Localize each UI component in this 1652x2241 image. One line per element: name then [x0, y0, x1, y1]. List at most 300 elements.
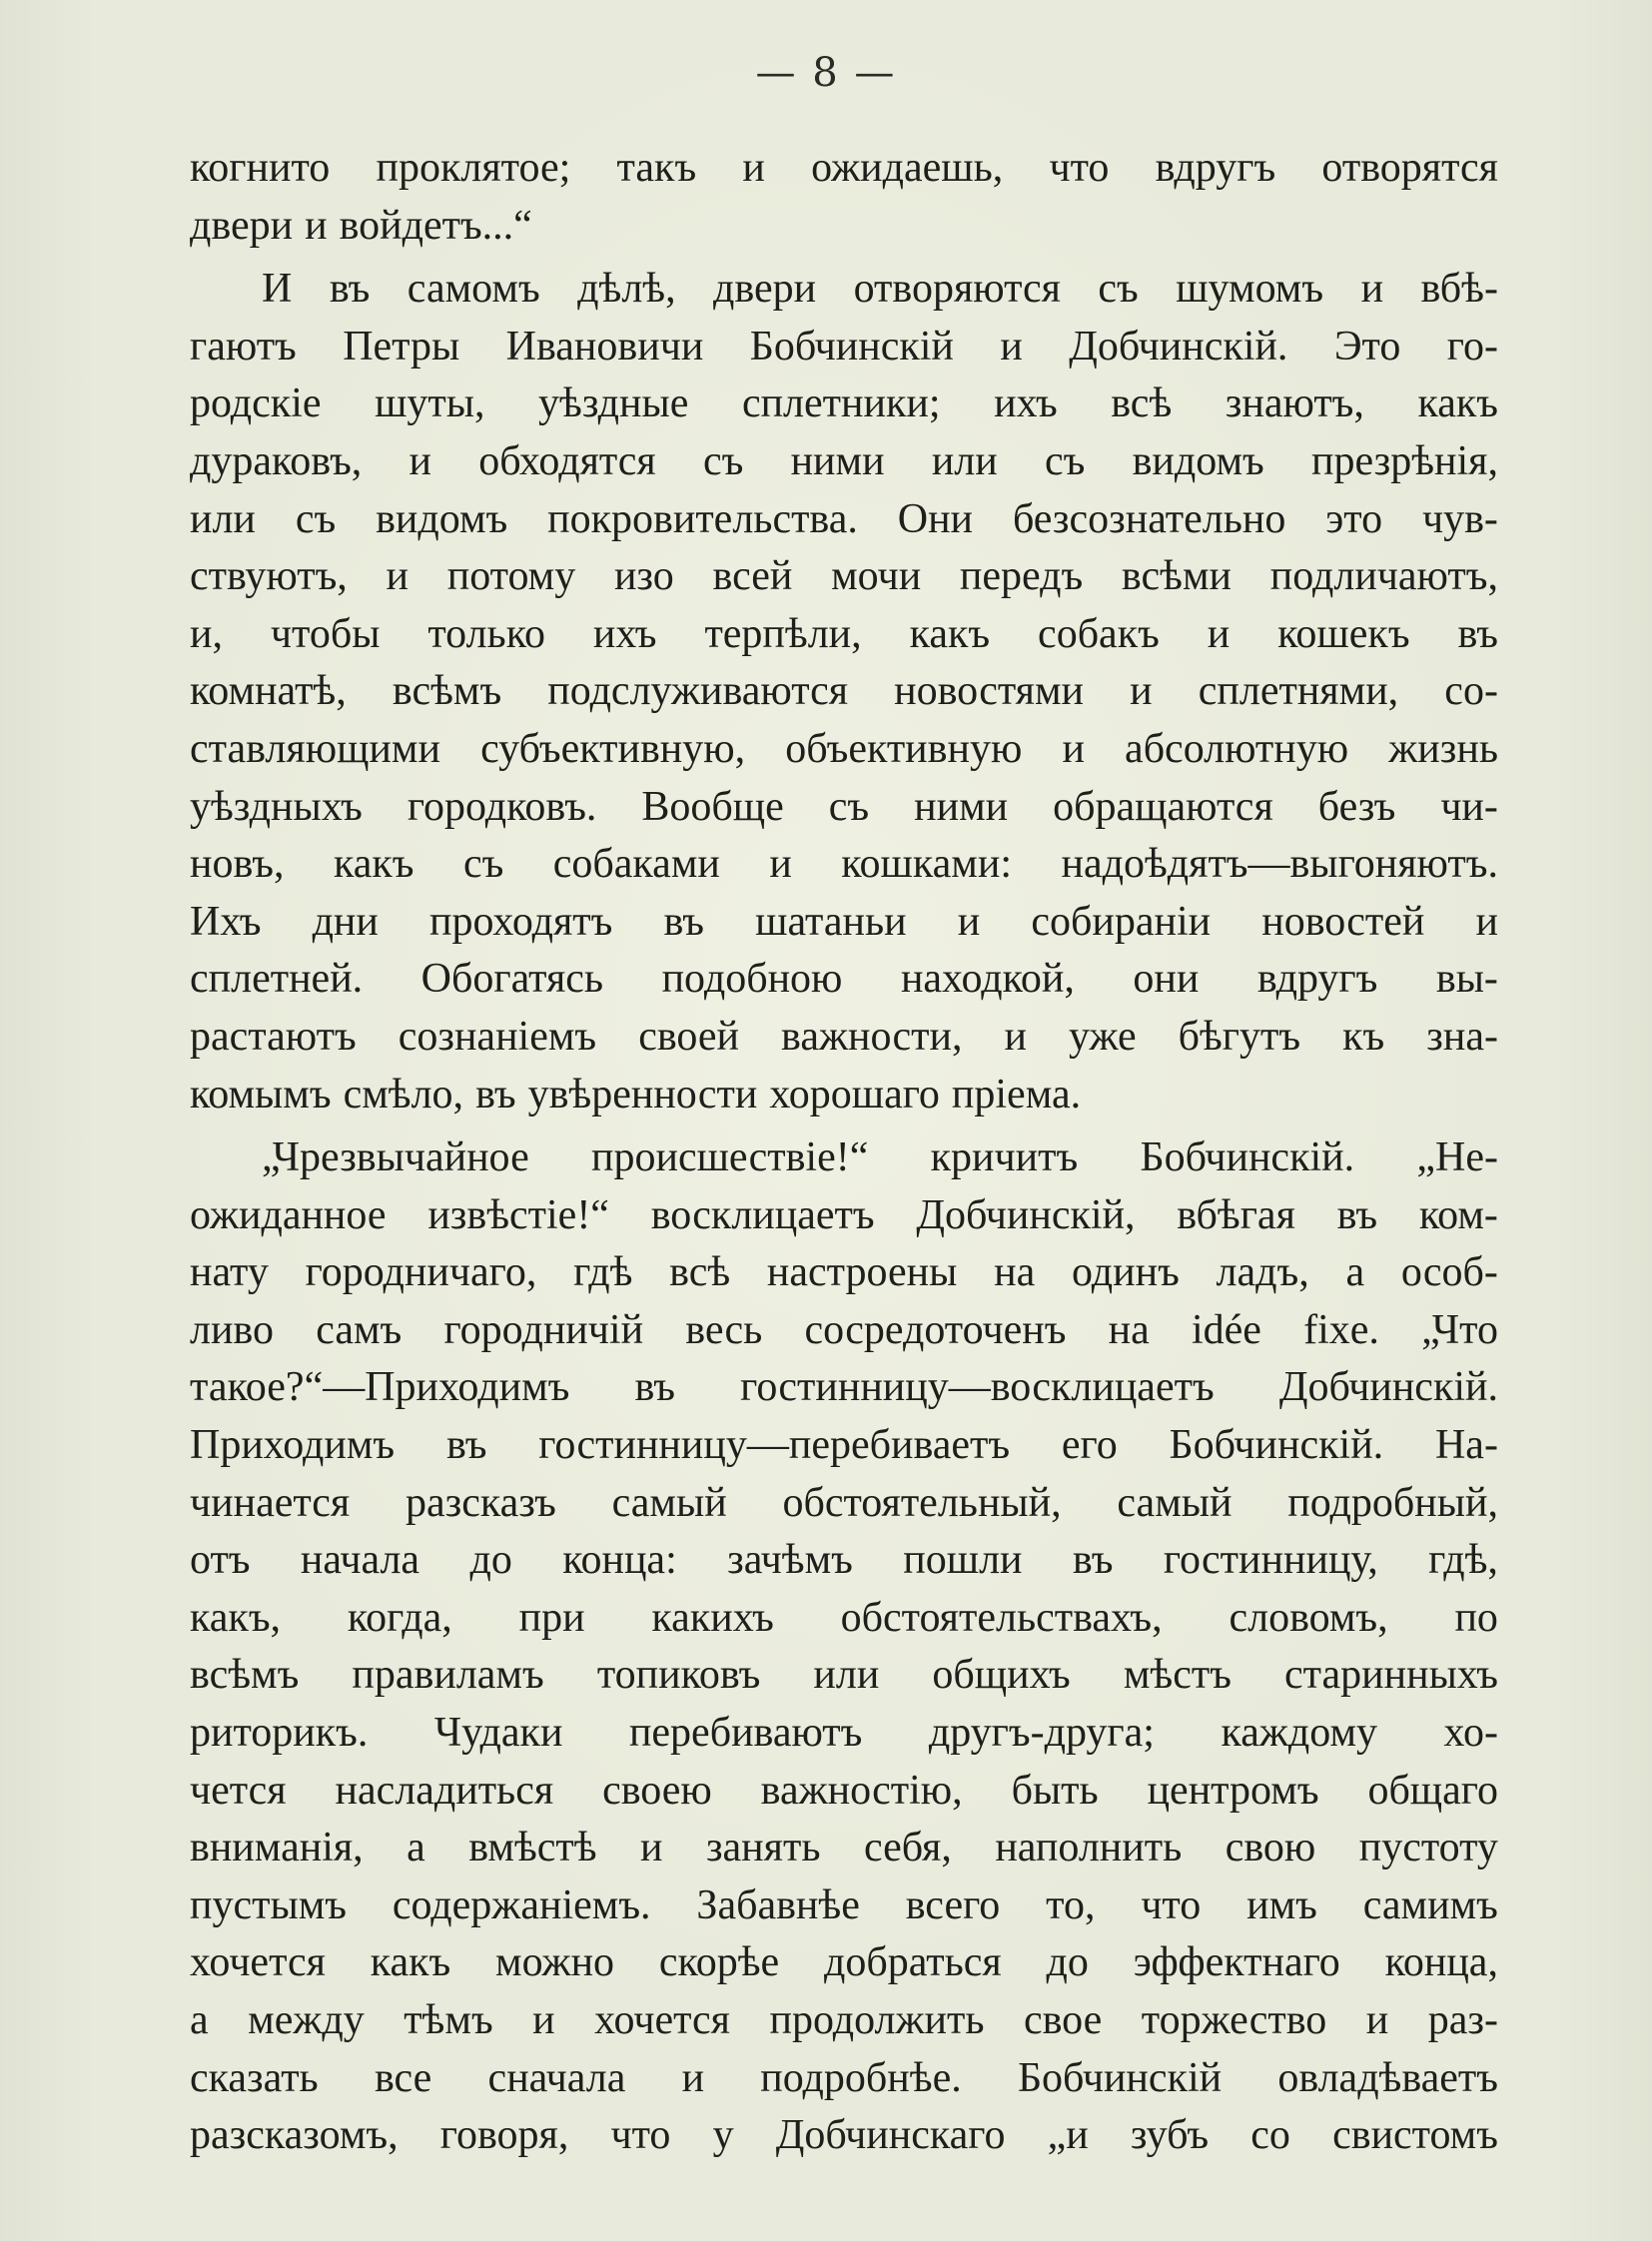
word: общаго — [1367, 1767, 1498, 1814]
word: перебиваютъ — [628, 1710, 863, 1757]
word: торжество — [1141, 1997, 1327, 2043]
word: въ — [1072, 1537, 1114, 1584]
word: самый — [1117, 1479, 1233, 1526]
word: уже — [1069, 1013, 1137, 1060]
word: когнито — [190, 145, 331, 191]
word: сначала — [487, 2054, 626, 2101]
word: чется — [190, 1767, 287, 1814]
word: какъ — [909, 610, 991, 657]
word: разсказомъ, — [190, 2112, 399, 2159]
word: тѣмъ — [404, 1997, 493, 2043]
word: правиламъ — [352, 1652, 544, 1699]
word: что — [610, 2112, 671, 2159]
word: что — [1049, 145, 1110, 191]
word: изо — [613, 553, 674, 600]
word: раз- — [1427, 1997, 1498, 2043]
word: кошками: — [841, 841, 1013, 888]
text-line — [190, 1992, 1498, 2050]
word: въ — [329, 266, 371, 313]
word: Петры — [343, 323, 460, 370]
word: смѣло, — [343, 1071, 464, 1118]
word: жизнь — [1388, 725, 1498, 772]
word: дураковъ, — [190, 437, 363, 484]
word: новъ, — [190, 841, 285, 888]
word: Забавнѣе — [696, 1881, 860, 1928]
word: хо- — [1443, 1710, 1498, 1757]
word: самый — [611, 1479, 727, 1526]
word: надоѣдятъ—выгоняютъ. — [1061, 841, 1498, 888]
word: другъ-друга; — [928, 1710, 1155, 1757]
word: двери — [190, 202, 294, 249]
word: субъективную, — [480, 725, 746, 772]
word: въ — [1336, 1191, 1378, 1238]
word: конца: — [562, 1537, 677, 1584]
word: На- — [1434, 1422, 1498, 1469]
word: сосредоточенъ — [804, 1306, 1067, 1353]
word: важностію, — [760, 1767, 963, 1814]
text-line — [190, 606, 1498, 664]
word: и — [957, 898, 981, 945]
word: безъ — [1317, 783, 1396, 830]
word: себя, — [863, 1825, 952, 1871]
word: его — [1061, 1422, 1118, 1469]
word: гостинницу, — [1163, 1537, 1378, 1584]
word: и — [742, 145, 765, 191]
word: съ — [1098, 266, 1139, 313]
word: своею — [602, 1767, 712, 1814]
word: шумомъ — [1176, 266, 1324, 313]
word: безсознательно — [1012, 495, 1286, 542]
word: а — [407, 1825, 425, 1871]
word: и — [1207, 610, 1231, 657]
word: зачѣмъ — [727, 1537, 853, 1584]
word: бѣгутъ — [1178, 1013, 1301, 1060]
word: шатаньи — [755, 898, 907, 945]
word: и — [532, 1997, 555, 2043]
word: топиковъ — [596, 1652, 761, 1699]
word: можно — [495, 1939, 615, 1986]
word: съ — [462, 841, 504, 888]
word: Обогатясь — [420, 956, 604, 1003]
word: и — [1062, 725, 1085, 772]
text-line — [190, 1934, 1498, 1992]
word: Добчинскій. — [1069, 323, 1288, 370]
word: двери — [713, 266, 817, 313]
word: терпѣли, — [704, 610, 862, 657]
word: и — [386, 553, 409, 600]
body-text — [190, 140, 1498, 2165]
word: гдѣ, — [1428, 1537, 1498, 1584]
word: Чудаки — [433, 1710, 563, 1757]
text-line — [190, 663, 1498, 721]
word: обстоятельный, — [782, 1479, 1062, 1526]
word: подробнѣе. — [760, 2054, 962, 2101]
word: вдругъ — [1155, 145, 1276, 191]
word: подобною — [661, 956, 843, 1003]
word: гостинницу—перебиваетъ — [538, 1422, 1011, 1469]
word: у — [712, 2112, 734, 2159]
text-line — [190, 1647, 1498, 1705]
word: городничаго, — [305, 1249, 537, 1296]
word: а — [1345, 1249, 1365, 1296]
word: пріема. — [951, 1071, 1082, 1118]
word: и — [1004, 1013, 1027, 1060]
word: Приходимъ — [190, 1422, 396, 1469]
text-line — [190, 1417, 1498, 1475]
word: въ — [1457, 610, 1498, 657]
word: какъ — [1417, 380, 1498, 427]
text-line — [190, 1129, 1498, 1187]
word: „Что — [1421, 1306, 1498, 1353]
word: растаютъ — [190, 1013, 357, 1060]
word: все — [374, 2054, 432, 2101]
word: fixe. — [1303, 1306, 1379, 1353]
word: это — [1325, 495, 1383, 542]
text-line — [190, 721, 1498, 779]
text-line — [190, 1590, 1498, 1648]
word: кошекъ — [1277, 610, 1410, 657]
word: происшествіе!“ — [590, 1134, 869, 1181]
word: съ — [295, 495, 337, 542]
word: обстоятельствахъ, — [840, 1594, 1163, 1641]
word: пустоту — [1358, 1825, 1498, 1871]
word: только — [427, 610, 545, 657]
word: или — [813, 1652, 880, 1699]
word: потому — [446, 553, 576, 600]
word: всѣмъ — [392, 668, 502, 715]
word: новостей — [1261, 898, 1425, 945]
word: до — [469, 1537, 512, 1584]
word: собираніи — [1031, 898, 1212, 945]
word: наполнить — [995, 1825, 1183, 1871]
word: шуты, — [375, 380, 485, 427]
word: въ — [663, 898, 705, 945]
word: проходятъ — [429, 898, 613, 945]
word: и — [769, 841, 792, 888]
word: И — [262, 266, 293, 313]
text-line — [190, 1244, 1498, 1302]
word: сплетней. — [190, 956, 364, 1003]
word: самомъ — [407, 266, 540, 313]
word: кричитъ — [930, 1134, 1079, 1181]
word: разсказъ — [405, 1479, 556, 1526]
word: знаютъ, — [1225, 380, 1364, 427]
word: мѣстъ — [1123, 1652, 1232, 1699]
text-line — [190, 1705, 1498, 1763]
word: при — [518, 1594, 585, 1641]
word: вмѣстѣ — [468, 1825, 597, 1871]
word: „Чрезвычайное — [262, 1134, 529, 1181]
word: idée — [1191, 1306, 1261, 1353]
word: и — [1475, 898, 1498, 945]
word: всѣ — [1111, 380, 1173, 427]
word: обходятся — [478, 437, 656, 484]
word: начала — [300, 1537, 420, 1584]
word: го- — [1446, 323, 1498, 370]
word: свистомъ — [1332, 2112, 1498, 2159]
word: занять — [705, 1825, 821, 1871]
word: сказать — [190, 2054, 319, 2101]
word: такое?“—Приходимъ — [190, 1364, 570, 1411]
text-line — [190, 894, 1498, 952]
word: скорѣе — [658, 1939, 780, 1986]
word: содержаніемъ. — [392, 1881, 651, 1928]
text-line — [190, 1302, 1498, 1360]
word: отворяются — [853, 266, 1061, 313]
word: зна- — [1426, 1013, 1498, 1060]
text-line — [190, 1475, 1498, 1533]
word: что — [1141, 1881, 1202, 1928]
text-line — [190, 198, 1498, 256]
word: съ — [702, 437, 744, 484]
word: всѣ — [669, 1249, 731, 1296]
word: чув- — [1421, 495, 1498, 542]
word: Добчинскій. — [1278, 1364, 1498, 1411]
word: и — [1000, 323, 1023, 370]
word: дѣлѣ, — [577, 266, 676, 313]
text-line — [190, 1067, 1498, 1124]
word: такъ — [616, 145, 697, 191]
word: со — [1250, 2112, 1290, 2159]
word: нату — [190, 1249, 269, 1296]
word: покровительства. — [547, 495, 858, 542]
word: сплетники; — [741, 380, 941, 427]
word: самъ — [316, 1306, 403, 1353]
word: восклицаетъ — [650, 1191, 875, 1238]
word: Добчинскаго — [775, 2112, 1006, 2159]
word: и — [1360, 266, 1384, 313]
word: одинъ — [1071, 1249, 1180, 1296]
word: уѣздные — [538, 380, 689, 427]
word: ними — [790, 437, 885, 484]
word: особ- — [1400, 1249, 1498, 1296]
word: съ — [828, 783, 870, 830]
word: хорошаго — [769, 1071, 940, 1118]
word: и — [640, 1825, 663, 1871]
word: гостинницу—восклицаетъ — [740, 1364, 1215, 1411]
word: гаютъ — [190, 323, 297, 370]
word: презрѣнія, — [1310, 437, 1498, 484]
word: всей — [712, 553, 793, 600]
word: до — [1046, 1939, 1089, 1986]
text-line — [190, 319, 1498, 376]
word: отъ — [190, 1537, 251, 1584]
word: и — [681, 2054, 705, 2101]
text-line — [190, 548, 1498, 606]
text-line — [190, 836, 1498, 894]
word: уѣздныхъ — [190, 783, 363, 830]
word: и — [305, 202, 328, 249]
word: отворятся — [1321, 145, 1498, 191]
word: чинается — [190, 1479, 351, 1526]
word: какихъ — [651, 1594, 774, 1641]
word: ихъ — [592, 610, 657, 657]
word: Это — [1333, 323, 1401, 370]
text-line — [190, 261, 1498, 319]
word: въ — [445, 1422, 487, 1469]
word: своей — [638, 1013, 740, 1060]
word: Бобчинскій — [1017, 2054, 1223, 2101]
word: и — [409, 437, 432, 484]
word: какъ, — [190, 1594, 282, 1641]
word: хочется — [594, 1997, 730, 2043]
word: и, — [190, 610, 223, 657]
text-line — [190, 1009, 1498, 1067]
word: вбѣгая — [1177, 1191, 1295, 1238]
word: „и — [1047, 2112, 1089, 2159]
word: Бобчинскій. — [1140, 1134, 1355, 1181]
word: самимъ — [1362, 1881, 1498, 1928]
page-number: — 8 — — [755, 50, 897, 96]
word: между — [248, 1997, 365, 2043]
word: конца, — [1384, 1939, 1498, 1986]
word: ливо — [190, 1306, 274, 1353]
word: весь — [685, 1306, 763, 1353]
text-line — [190, 2107, 1498, 2165]
word: вниманія, — [190, 1825, 364, 1871]
word: видомъ — [1132, 437, 1264, 484]
text-line — [190, 951, 1498, 1009]
word: вы- — [1435, 956, 1498, 1003]
word: настроены — [766, 1249, 958, 1296]
word: Они — [897, 495, 974, 542]
word: общихъ — [932, 1652, 1071, 1699]
word: сплетнями, — [1198, 668, 1399, 715]
word: быть — [1011, 1767, 1099, 1814]
word: Бобчинскій — [749, 323, 954, 370]
word: пустымъ — [190, 1881, 347, 1928]
word: увѣренности — [527, 1071, 758, 1118]
word: новостями — [894, 668, 1085, 715]
word: со- — [1444, 668, 1498, 715]
word: съ — [1044, 437, 1086, 484]
word: ствуютъ, — [190, 553, 348, 600]
word: городничій — [443, 1306, 644, 1353]
word: свою — [1225, 1825, 1316, 1871]
word: городковъ. — [407, 783, 597, 830]
word: овладѣваетъ — [1277, 2054, 1498, 2101]
word: ними — [914, 783, 1009, 830]
word: обращаются — [1053, 783, 1273, 830]
text-line — [190, 1359, 1498, 1417]
word: зубъ — [1130, 2112, 1210, 2159]
word: Добчинскій, — [916, 1191, 1136, 1238]
word: то, — [1046, 1881, 1096, 1928]
word: гдѣ — [573, 1249, 633, 1296]
text-line — [190, 1877, 1498, 1935]
word: извѣстіе!“ — [427, 1191, 609, 1238]
word: подличаютъ, — [1269, 553, 1498, 600]
word: абсолютную — [1125, 725, 1349, 772]
word: проклятое; — [376, 145, 571, 191]
word: находкой, — [900, 956, 1075, 1003]
word: чтобы — [270, 610, 381, 657]
text-line — [190, 779, 1498, 837]
text-line — [190, 2050, 1498, 2108]
word: комымъ — [190, 1071, 332, 1118]
word: когда, — [347, 1594, 452, 1641]
word: ожиданное — [190, 1191, 387, 1238]
word: вдругъ — [1256, 956, 1378, 1003]
word: каждому — [1221, 1710, 1378, 1757]
word: въ — [475, 1071, 516, 1118]
word: или — [190, 495, 256, 542]
word: важности, — [781, 1013, 963, 1060]
word: войдетъ...“ — [339, 202, 532, 249]
word: какъ — [370, 1939, 451, 1986]
word: эффектнаго — [1133, 1939, 1340, 1986]
word: собаками — [552, 841, 720, 888]
word: говоря, — [439, 2112, 569, 2159]
text-line — [190, 1187, 1498, 1245]
text-line — [190, 1532, 1498, 1590]
text-line — [190, 140, 1498, 198]
word: въ — [634, 1364, 676, 1411]
word: на — [1108, 1306, 1150, 1353]
word: пошли — [903, 1537, 1023, 1584]
word: ком- — [1418, 1191, 1498, 1238]
word: они — [1133, 956, 1200, 1003]
word: объективную — [785, 725, 1023, 772]
word: ожидаешь, — [811, 145, 1004, 191]
word: и — [1365, 1997, 1389, 2043]
word: чи- — [1440, 783, 1498, 830]
word: Ихъ — [190, 898, 262, 945]
word: добраться — [823, 1939, 1002, 1986]
word: собакъ — [1038, 610, 1160, 657]
word: на — [994, 1249, 1036, 1296]
word: Вообще — [641, 783, 784, 830]
word: всѣмъ — [190, 1652, 300, 1699]
word: родскіе — [190, 380, 322, 427]
word: сознаніемъ — [398, 1013, 597, 1060]
word: передъ — [959, 553, 1084, 600]
word: ставляющими — [190, 725, 440, 772]
word: свое — [1023, 1997, 1103, 2043]
word: насладиться — [335, 1767, 554, 1814]
word: подробный, — [1287, 1479, 1498, 1526]
text-line — [190, 1820, 1498, 1877]
word: ладъ, — [1216, 1249, 1309, 1296]
text-line — [190, 433, 1498, 491]
word: комнатѣ, — [190, 668, 347, 715]
word: ихъ — [994, 380, 1058, 427]
word: по — [1454, 1594, 1498, 1641]
word: къ — [1342, 1013, 1385, 1060]
word: Ивановичи — [505, 323, 704, 370]
word: а — [190, 1997, 209, 2043]
word: мочи — [831, 553, 922, 600]
word: видомъ — [376, 495, 508, 542]
word: старинныхъ — [1284, 1652, 1498, 1699]
word: Бобчинскій. — [1169, 1422, 1384, 1469]
text-line — [190, 1763, 1498, 1821]
word: „Не- — [1416, 1134, 1498, 1181]
word: словомъ, — [1229, 1594, 1388, 1641]
word: или — [931, 437, 998, 484]
word: всѣми — [1121, 553, 1232, 600]
word: вбѣ- — [1420, 266, 1498, 313]
word: какъ — [333, 841, 414, 888]
word: имъ — [1246, 1881, 1317, 1928]
word: всего — [905, 1881, 1001, 1928]
word: продолжить — [769, 1997, 985, 2043]
word: хочется — [190, 1939, 326, 1986]
word: дни — [312, 898, 379, 945]
word: центромъ — [1147, 1767, 1319, 1814]
text-line — [190, 491, 1498, 549]
word: риторикъ. — [190, 1710, 369, 1757]
